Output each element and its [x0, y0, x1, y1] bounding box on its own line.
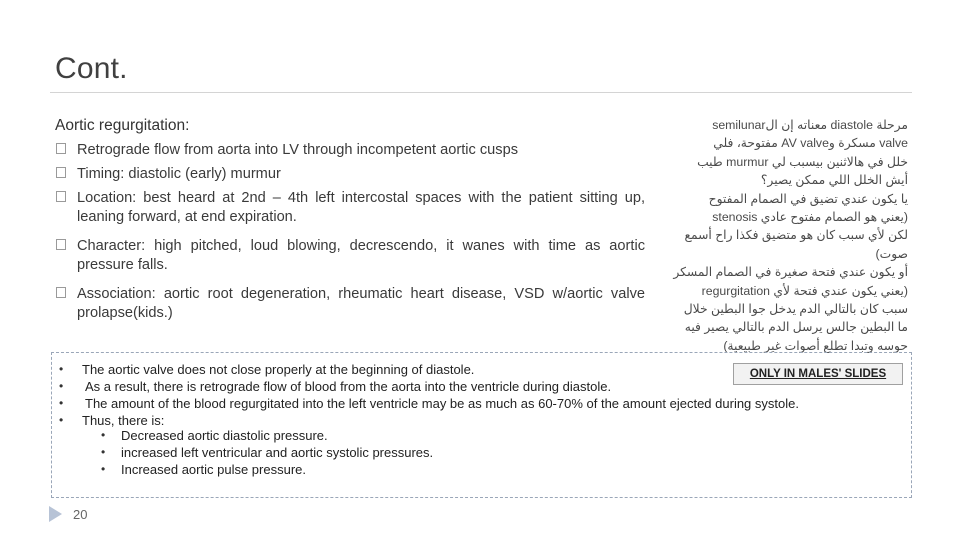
- bullet-lead: Retrograde flow from aorta into LV through incompetent aortic cusps: [77, 142, 519, 158]
- bullet-text: iming: diastolic (early) murmur: [85, 166, 281, 182]
- arabic-line: أيش الخلل اللي ممكن يصير؟: [760, 173, 908, 188]
- bullet-association: [55, 285, 645, 323]
- bullet-text: ocation: best heard at 2nd – 4th left intercostal spaces with the patient sitting up, leaning forward, at end expiration.: [77, 190, 645, 225]
- bullet-location: [55, 189, 645, 227]
- note-subline: Increased aortic pulse pressure.: [121, 462, 306, 477]
- section-heading: Aortic regurgitation:: [55, 117, 190, 134]
- arabic-line: حوسه وتبدا تطلع أصوات غير طبيعية): [723, 338, 908, 353]
- bullet-lead: L: [77, 190, 86, 206]
- bullet-lead: C: [77, 238, 88, 254]
- note-line: As a result, there is retrograde flow of blood from the aorta into the ventricle during diastole.: [85, 379, 612, 394]
- males-only-badge: ONLY IN MALES' SLIDES: [733, 363, 903, 385]
- arabic-line: سبب كان بالتالي الدم يدخل جوا البطين خلال: [683, 302, 908, 317]
- slide-title: Cont.: [55, 52, 128, 85]
- bullet-flow: [55, 141, 645, 160]
- arabic-line: خلل في هالاثنين بيسبب لي murmur طيب: [697, 154, 908, 169]
- bullet-character: [55, 237, 645, 275]
- footer-arrow-icon: [49, 506, 62, 522]
- bullet-list: [55, 141, 645, 323]
- note-subbullet-dot: •: [101, 428, 106, 442]
- note-bullet-dot: •: [59, 413, 64, 427]
- arabic-line: مرحلة diastole معناته إن الsemilunar: [712, 118, 908, 132]
- bullet-lead: T: [77, 166, 86, 182]
- checkbox-bullet-icon: [56, 239, 66, 250]
- arabic-line: أو يكون عندي فتحة صغيرة في الصمام المسكر: [673, 265, 908, 280]
- note-subline: increased left ventricular and aortic systolic pressures.: [121, 445, 434, 460]
- note-line: The amount of the blood regurgitated into the left ventricle may be as much as 60-70% of the amount ejected during systole.: [85, 396, 799, 411]
- arabic-explanation: [672, 116, 908, 355]
- bullet-text: haracter: high pitched, loud blowing, decrescendo, it wanes with time as aortic pressure falls.: [77, 238, 645, 273]
- note-line: The aortic valve does not close properly at the beginning of diastole.: [82, 362, 475, 377]
- note-subbullet-dot: •: [101, 462, 106, 476]
- arabic-line: ما البطين جالس يرسل الدم بالتالي يصير فيه: [684, 320, 908, 335]
- bullet-lead: A: [77, 286, 87, 302]
- note-subbullet-dot: •: [101, 445, 106, 459]
- bullet-timing: [55, 165, 645, 184]
- checkbox-bullet-icon: [56, 167, 66, 178]
- checkbox-bullet-icon: [56, 191, 66, 202]
- checkbox-bullet-icon: [56, 287, 66, 298]
- arabic-line: يا يكون عندي تضيق في الصمام المفتوح: [708, 191, 908, 206]
- note-bullet-dot: •: [59, 396, 64, 410]
- note-subline: Decreased aortic diastolic pressure.: [121, 428, 328, 443]
- arabic-line: (يعني يكون عندي فتحة لأي regurgitation: [701, 283, 908, 298]
- note-bullet-dot: •: [59, 362, 64, 376]
- note-bullet-dot: •: [59, 379, 64, 393]
- page-number: 20: [73, 507, 88, 522]
- title-divider: [50, 92, 912, 93]
- arabic-line: صوت): [875, 246, 908, 261]
- note-line: Thus, there is:: [82, 413, 165, 428]
- arabic-line: valve مسكرة وAV valve مفتوحة، فلي: [713, 136, 908, 151]
- bullet-text: ssociation: aortic root degeneration, rheumatic heart disease, VSD w/aortic valve prolapse(kids.): [77, 286, 645, 321]
- arabic-line: لكن لأي سبب كان هو متضيق فكذا راح أسمع: [684, 228, 908, 243]
- checkbox-bullet-icon: [56, 143, 66, 154]
- arabic-line: (يعني هو الصمام مفتوح عادي stenosis: [712, 210, 908, 225]
